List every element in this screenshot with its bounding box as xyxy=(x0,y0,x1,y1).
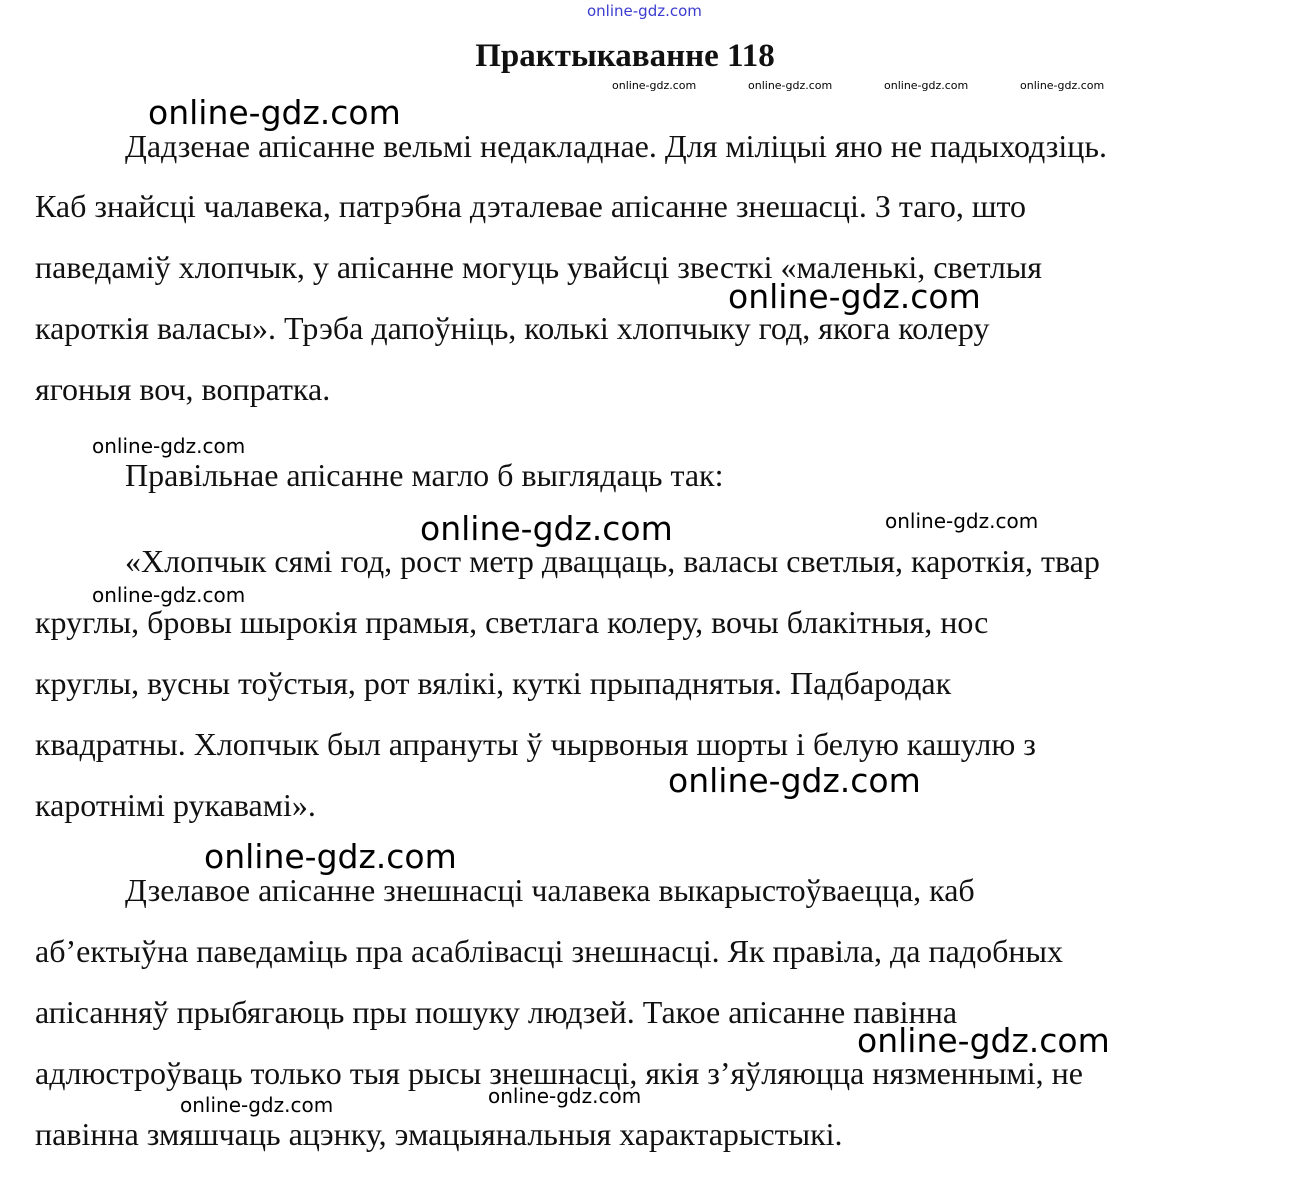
text-line: Дадзенае апісанне вельмі недакладнае. Для міліцыі яно не падыходзіць. xyxy=(125,128,1107,164)
watermark: online-gdz.com xyxy=(180,1093,334,1117)
watermark: online-gdz.com xyxy=(668,761,921,800)
watermark: online-gdz.com xyxy=(148,93,401,132)
watermark: online-gdz.com xyxy=(204,837,457,876)
text-line: павінна змяшчаць ацэнку, эмацыянальныя характарыстыкі. xyxy=(35,1116,843,1152)
text-line: Правільнае апісанне магло б выглядаць так: xyxy=(125,457,724,493)
text-line: адлюстроўваць толькo тыя рысы знешнасці, якія з’яўляюцца нязменнымі, не xyxy=(35,1055,1083,1091)
watermark: online-gdz.com xyxy=(420,509,673,548)
text-line: Каб знайсці чалавека, патрэбна дэталевае апісанне знешасці. З таго, што xyxy=(35,188,1027,224)
watermark: online-gdz.com xyxy=(728,277,981,316)
text-line: круглы, бровы шырокія прамыя, светлага колеру, вочы блакітныя, нос xyxy=(35,604,989,640)
page-title: Практыкаванне 118 xyxy=(475,38,775,74)
site-link[interactable]: online-gdz.com xyxy=(587,2,702,20)
watermark: online-gdz.com xyxy=(488,1084,642,1108)
text-line: круглы, вусны тоўстыя, рот вялікі, куткі прыпаднятыя. Падбародак xyxy=(35,665,952,701)
text-line: квадратны. Хлопчык был апрануты ў чырвоныя шорты і белую кашулю з xyxy=(35,726,1036,762)
text-line: апісанняў прыбягаюць пры пошуку людзей. Такое апісанне павінна xyxy=(35,994,958,1030)
watermark: online-gdz.com xyxy=(884,79,969,92)
watermark: online-gdz.com xyxy=(748,79,833,92)
watermark: online-gdz.com xyxy=(885,509,1039,533)
watermark: online-gdz.com xyxy=(612,79,697,92)
text-line: кароткія валасы». Трэба дапоўніць, колькі хлопчыку год, якога колеру xyxy=(35,310,990,346)
text-line: Дзелавое апісанне знешнасці чалавека выкарыстоўваецца, каб xyxy=(125,872,975,908)
text-line: паведаміў хлопчык, у апісанне могуць увайсці звесткі «маленькі, светлыя xyxy=(35,249,1042,285)
watermark: online-gdz.com xyxy=(1020,79,1105,92)
text-line: аб’ектыўна паведаміць пра асаблівасці знешнасці. Як правіла, да падобных xyxy=(35,933,1063,969)
text-line: каротнімі рукавамі». xyxy=(35,787,316,823)
watermark: online-gdz.com xyxy=(92,583,246,607)
watermark: online-gdz.com xyxy=(857,1021,1110,1060)
text-line: «Хлопчык сямі год, рост метр дваццаць, валасы светлыя, кароткія, твар xyxy=(125,543,1100,579)
text-line: ягоныя воч, вопратка. xyxy=(35,371,331,407)
watermark: online-gdz.com xyxy=(92,434,246,458)
